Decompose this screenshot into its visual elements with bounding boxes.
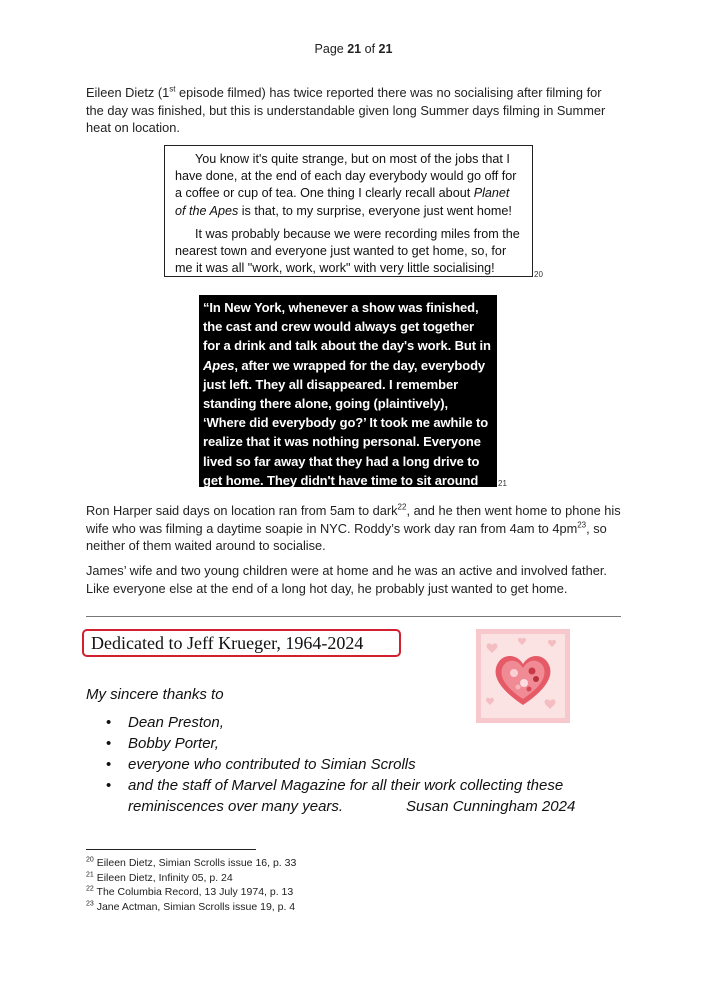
page-header [0,42,707,56]
signature: Susan Cunningham 2024 [406,798,576,815]
footnotes [86,856,296,914]
footnote-21: $^{21}$ Eileen Dietz, Infinity 05, p. 24 [86,871,233,884]
footnote-divider [86,849,256,850]
dedication-title: Dedicated to Jeff Krueger, 1964-2024 [82,629,401,657]
bullet-icon: • [106,777,112,794]
section-divider [86,616,621,617]
bullet-icon: • [106,714,112,731]
heart-image [476,629,570,723]
quote-box-1 [164,145,533,277]
footnote-ref-21: 21 [498,479,507,488]
list-item: • Dean Preston, [106,714,224,731]
list-item: • and the staff of Marvel Magazine for all their work collecting these [106,777,564,794]
page-total: 21 [378,42,393,56]
bullet-icon: • [106,756,112,773]
paragraph-dietz: Eileen Dietz (1st episode filmed) has twice reported there was no socialising after filming for the day was finished, but this is understandable given long Summer days filming in Summer heat on location. [86,84,606,136]
footnote-ref-20: 20 [534,270,543,279]
quote1-paragraph-2: It was probably because we were recording miles from the nearest town and everyone just wanted to get home, so, for me it was all "work, work, work" with very little socialising! [175,226,520,276]
page-number: 21 [347,42,362,56]
list-item: • Bobby Porter, [106,735,219,752]
of-word: of [364,42,376,56]
quote1-paragraph-1: You know it's quite strange, but on most of the jobs that I have done, at the end of each day everybody would go off for a coffee or cup of tea. One thing I clearly recall about Planet of the Apes is that, to my surprise, everyone just went home! [175,152,517,218]
thanks-list [106,712,626,817]
thanks-heading: My sincere thanks to [86,686,224,703]
footnote-23: $^{23}$ Jane Actman, Simian Scrolls issue 19, p. 4 [86,900,296,913]
page-word: Page [314,42,344,56]
quote-box-2: “In New York, whenever a show was finished, the cast and crew would always get together for a drink and talk about the day's work. But in Apes, after we wrapped for the day, everybody just left. They all disappeared. I remember standing there alone, going (plaintively), ‘Where did everybody go?’ It took me awhile to realize that it was nothing personal. Everyone lived so far away that they had a long drive to get home. They didn't have time to sit around and chat.” [199,295,497,487]
list-item-continuation: reminiscences over many years. Susan Cunningham 2024 [128,798,576,815]
heart-icon [476,629,570,723]
bullet-icon: • [106,735,112,752]
footnote-22: $^{22}$ The Columbia Record, 13 July 1974, p. 13 [86,885,294,899]
paragraph-james: James’ wife and two young children were at home and he was an active and involved father. Like everyone else at the end of a long hot day, he probably just wanted to get home. [86,563,607,596]
paragraph-harper: Ron Harper said days on location ran from 5am to dark$^{22}$, and he then went home to phone his wife who was filming a daytime soapie in NYC. Roddy’s work day ran from 4am to $4pm^{23}$, so neither of them waited around to socialise. [86,502,621,554]
footnote-20: $^{20}$ Eileen Dietz, Simian Scrolls issue 16, p. 33 [86,856,297,869]
list-item: • everyone who contributed to Simian Scrolls [106,756,416,773]
